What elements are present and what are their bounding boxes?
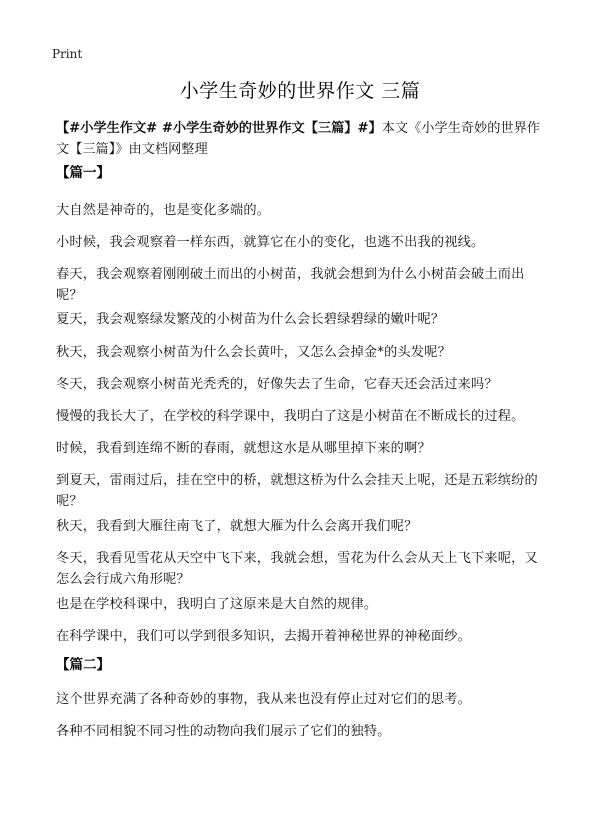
intro-tags: 【#小学生作文# #小学生奇妙的世界作文【三篇】#】: [56, 121, 382, 136]
paragraph: 到夏天，雷雨过后，挂在空中的桥，就想这桥为什么会挂天上呢，还是五彩缤纷的呢？: [56, 473, 538, 509]
document-title: 小学生奇妙的世界作文 三篇: [179, 80, 421, 102]
paragraph: 也是在学校科课中，我明白了这原来是大自然的规律。: [56, 597, 378, 612]
paragraph: 慢慢的我长大了，在学校的科学课中，我明白了这是小树苗在不断成长的过程。: [56, 409, 525, 424]
paragraph: 在科学课中，我们可以学到很多知识，去揭开着神秘世界的神秘面纱。: [56, 629, 472, 644]
paragraph: 大自然是神奇的，也是变化多端的。: [56, 203, 271, 218]
section-heading-1: 【篇一】: [56, 165, 110, 181]
paragraph: 秋天，我看到大雁往南飞了，就想大雁为什么会离开我们呢？: [56, 519, 418, 534]
section-heading-2: 【篇二】: [56, 657, 110, 673]
print-label: Print: [52, 47, 83, 61]
paragraph: 小时候，我会观察着一样东西，就算它在小的变化，也逃不出我的视线。: [56, 235, 485, 250]
paragraph: 各种不同相貌不同习性的动物向我们展示了它们的独特。: [56, 724, 391, 739]
paragraph: 春天，我会观察着刚刚破土而出的小树苗，我就会想到为什么小树苗会破土而出呢？: [56, 267, 525, 303]
document-intro: [56, 118, 550, 160]
paragraph: 这个世界充满了各种奇妙的事物，我从来也没有停止过对它们的思考。: [56, 692, 472, 707]
paragraph: 时候，我看到连绵不断的春雨，就想这水是从哪里掉下来的啊？: [56, 441, 431, 456]
paragraph: 夏天，我会观察绿发繁茂的小树苗为什么会长碧绿碧绿的嫩叶呢？: [56, 312, 445, 327]
paragraph: 秋天，我会观察小树苗为什么会长黄叶，又怎么会掉金*的头发呢？: [56, 345, 452, 360]
intro-source-text: 本文《小学生奇妙的世界作文【三篇】》由文档网整理: [56, 121, 540, 157]
paragraph: 冬天，我看见雪花从天空中飞下来，我就会想，雪花为什么会从天上飞下来呢，又怎么会行成六角形呢？: [56, 551, 538, 587]
paragraph: 冬天，我会观察小树苗光秃秃的，好像失去了生命，它春天还会活过来吗？: [56, 377, 498, 392]
